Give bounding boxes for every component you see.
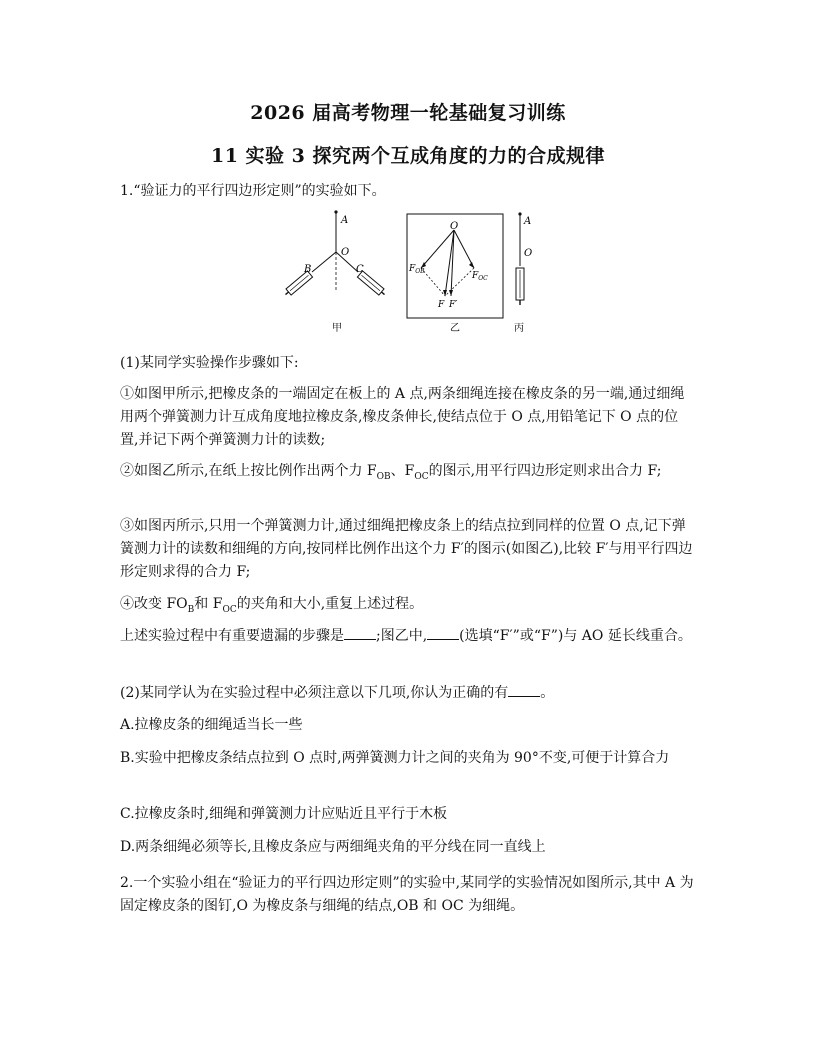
question-2: 2.一个实验小组在“验证力的平行四边形定则”的实验中,某同学的实验情况如图所示,其中 A 为固定橡皮条的图钉,O 为橡皮条与细绳的结点,OB 和 OC 为细绳。 bbox=[120, 875, 694, 914]
bing-label-o: O bbox=[524, 248, 533, 259]
option-c: C.拉橡皮条时,细绳和弹簧测力计应贴近且平行于木板 bbox=[120, 806, 448, 822]
jia-label-b: B bbox=[304, 264, 312, 275]
yi-label-fob: $F_{OB}$ bbox=[409, 264, 425, 275]
option-b: B.实验中把橡皮条结点拉到 O 点时,两弹簧测力计之间的夹角为 90°不变,可便于计算合力 bbox=[120, 750, 670, 766]
bing-label-a: A bbox=[524, 216, 532, 227]
jia-label-o: O bbox=[341, 247, 350, 258]
option-a: A.拉橡皮条的细绳适当长一些 bbox=[120, 717, 303, 733]
option-d: D.两条细绳必须等长,且橡皮条应与两细绳夹角的平分线在同一直线上 bbox=[120, 839, 546, 855]
figure-bing bbox=[514, 212, 532, 334]
document-title: 2026 届高考物理一轮基础复习训练 bbox=[250, 102, 566, 124]
yi-label-f: F bbox=[438, 300, 445, 310]
document-subtitle: 11 实验 3 探究两个互成角度的力的合成规律 bbox=[210, 145, 605, 167]
figure-jia bbox=[283, 210, 387, 334]
experiment-diagram bbox=[270, 208, 546, 342]
question-1-fill: 上述实验过程中有重要遗漏的步骤是 ;图乙中, (选填“F′”或“F”)与 AO 延长线重合。 bbox=[120, 628, 692, 644]
step-3: ③如图丙所示,只用一个弹簧测力计,通过细绳把橡皮条上的结点拉到同样的位置 O 点,记下弹簧测力计的读数和细绳的方向,按同样比例作出这个力 F′的图示(如图乙),比较 F′与用平行四边形定则求得的合力 F; bbox=[120, 518, 693, 580]
answer-blank[interactable] bbox=[508, 684, 540, 697]
part-2-heading: (2)某同学认为在实验过程中必须注意以下几项,你认为正确的有 。 bbox=[120, 685, 555, 701]
jia-label-a: A bbox=[341, 215, 349, 226]
yi-label-fprime: F′ bbox=[449, 300, 458, 310]
yi-caption: 乙 bbox=[450, 323, 460, 334]
question-1-intro: 1.“验证力的平行四边形定则”的实验如下。 bbox=[120, 183, 386, 199]
jia-label-c: C bbox=[356, 264, 364, 275]
step-1: ①如图甲所示,把橡皮条的一端固定在板上的 A 点,两条细绳连接在橡皮条的另一端,通过细绳用两个弹簧测力计互成角度地拉橡皮条,橡皮条伸长,使结点位于 O 点,用铅笔记下 O 点的位置,并记下两个弹簧测力计的读数; bbox=[120, 386, 685, 448]
yi-label-o: O bbox=[450, 221, 459, 232]
part-1-heading: (1)某同学实验操作步骤如下: bbox=[120, 355, 299, 371]
answer-blank[interactable] bbox=[344, 627, 376, 640]
jia-caption: 甲 bbox=[332, 323, 342, 334]
step-4: ④改变 $FO_B$和 $F_{OC}$的夹角和大小,重复上述过程。 bbox=[120, 596, 424, 615]
experiment-figure bbox=[270, 208, 546, 342]
yi-label-foc: $F_{OC}$ bbox=[472, 271, 488, 282]
bing-caption: 丙 bbox=[514, 323, 524, 334]
answer-blank[interactable] bbox=[427, 627, 459, 640]
figure-yi bbox=[407, 214, 503, 334]
step-2: ②如图乙所示,在纸上按比例作出两个力 $F_{OB}$、$F_{OC}$的图示,用平行四边形定则求出合力 F; bbox=[120, 463, 662, 482]
